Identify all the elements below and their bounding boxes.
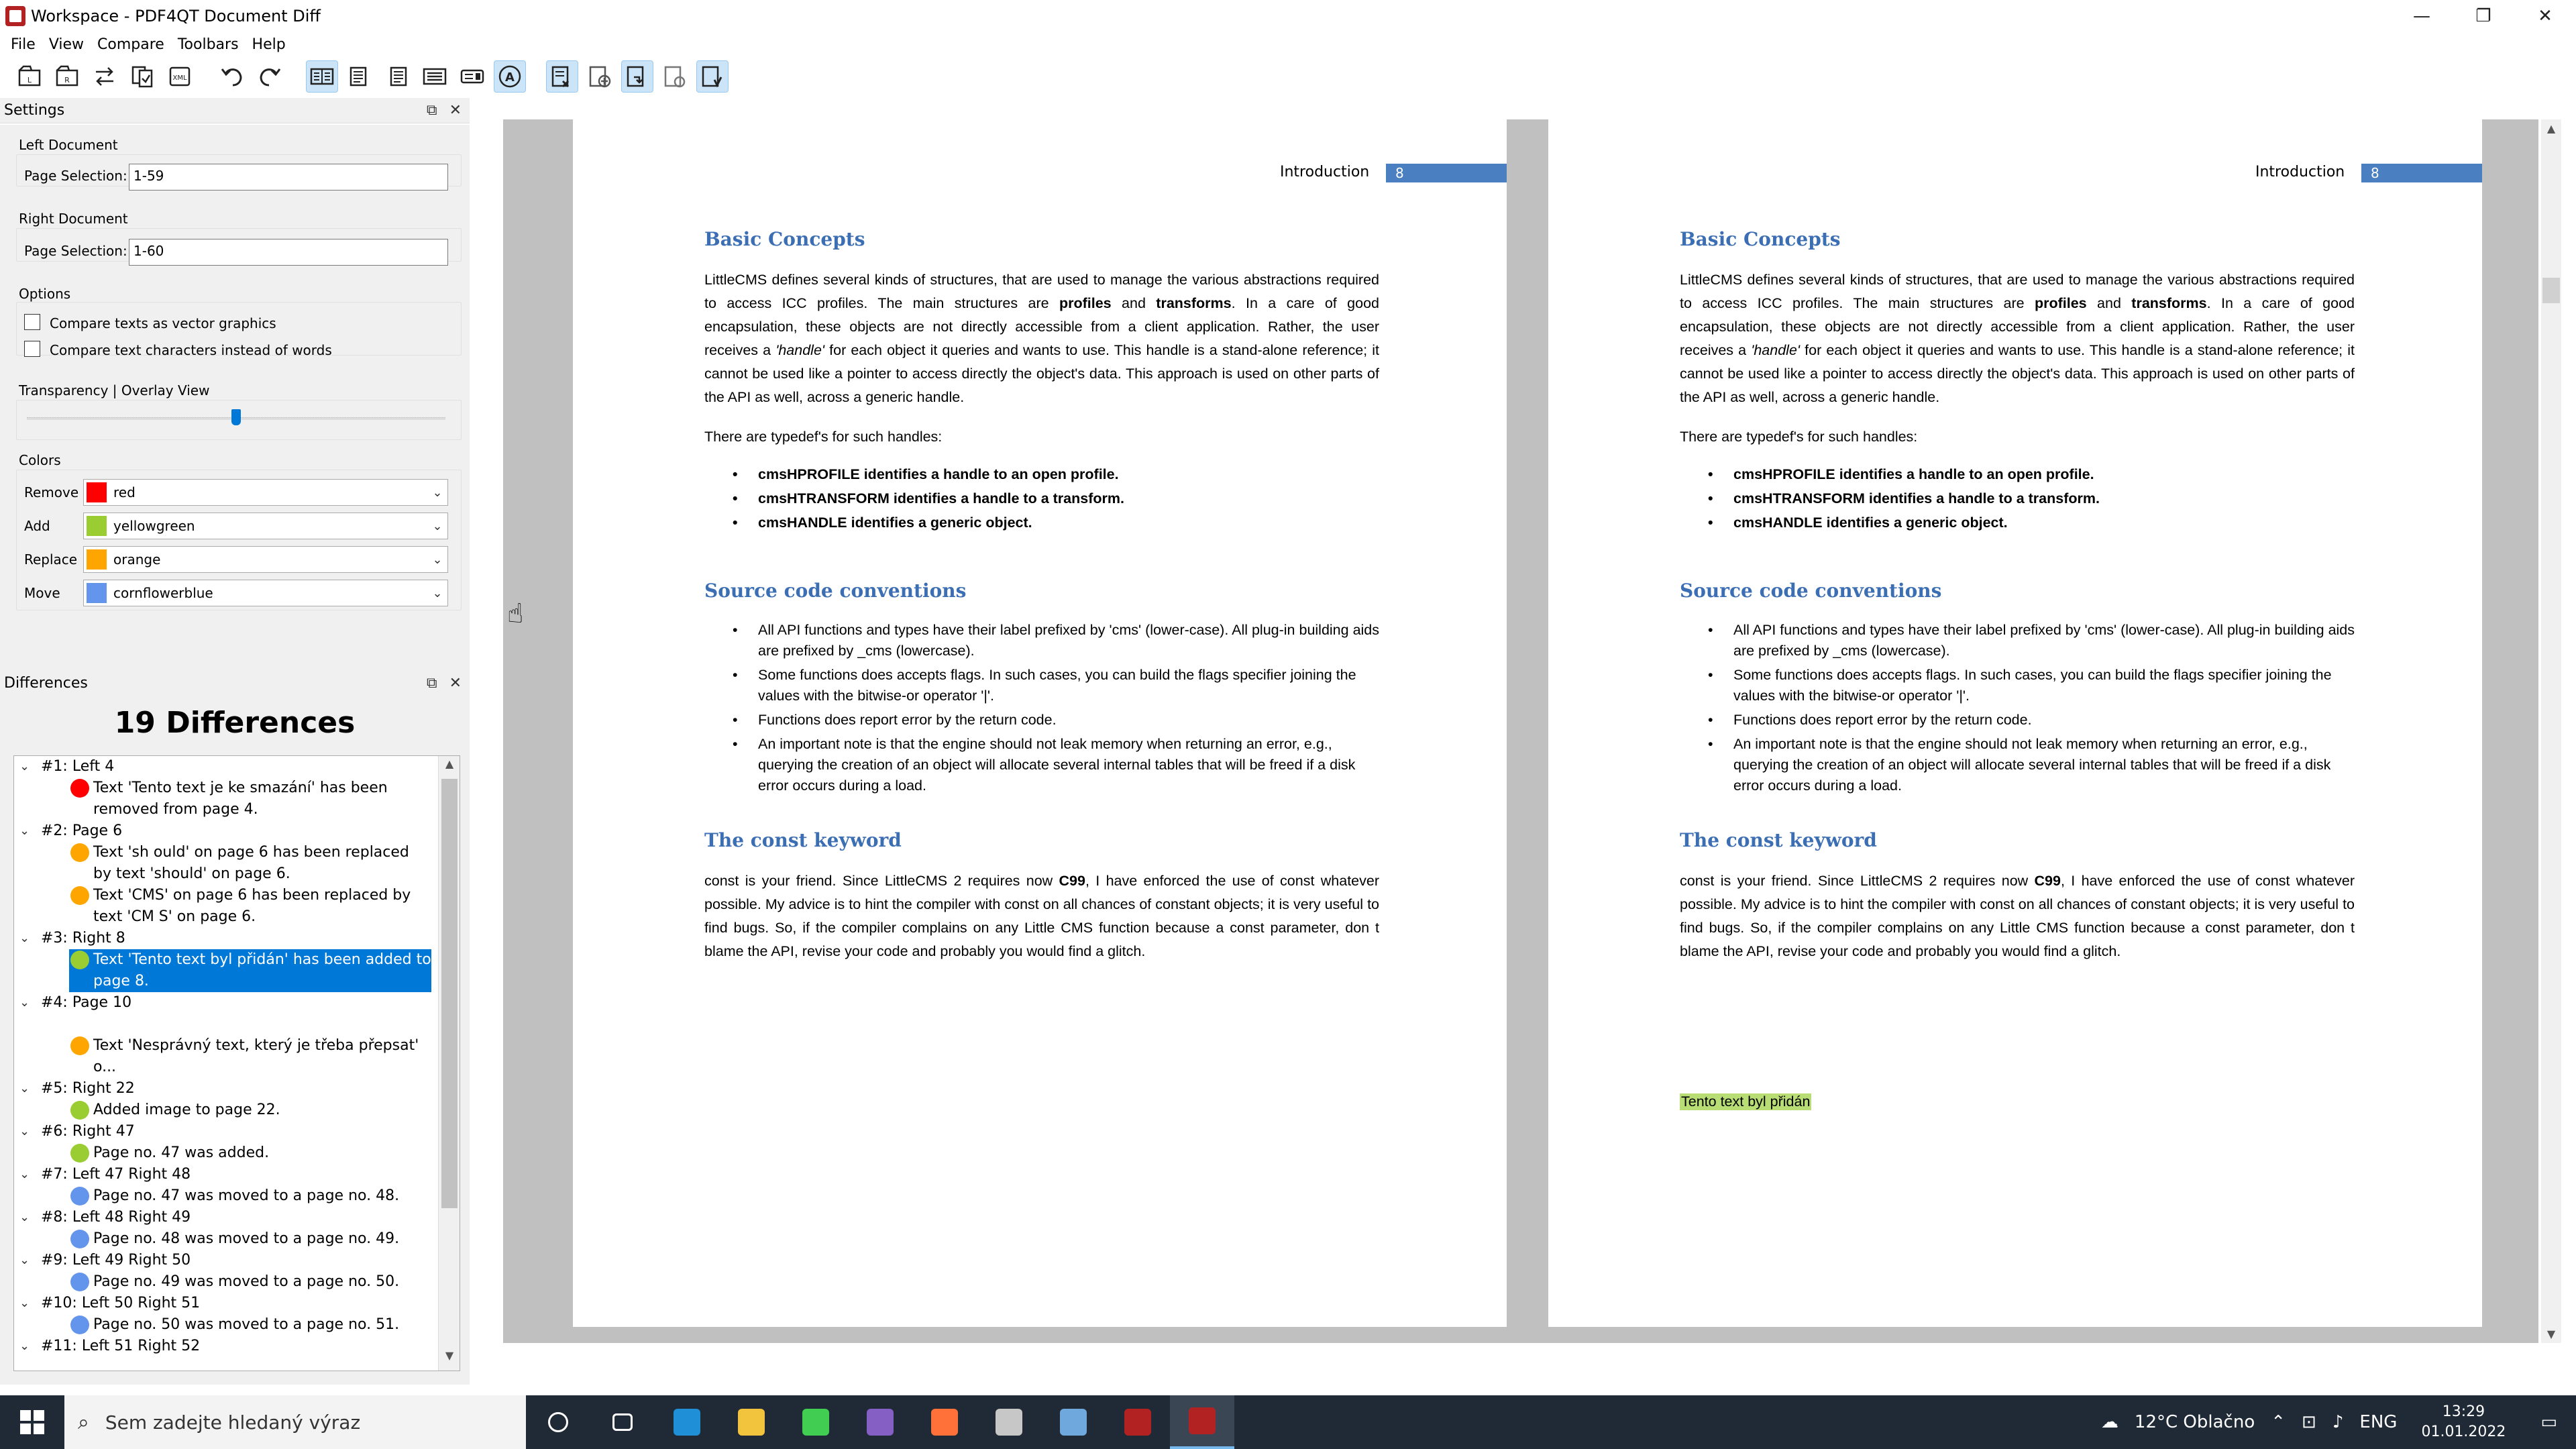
view-right-icon (384, 64, 410, 89)
diff-item-text: Text 'Nesprávný text, který je třeba přepsat' o... (93, 1037, 419, 1075)
view-combined-icon (422, 64, 447, 89)
compare-characters-label: Compare text characters instead of words (50, 342, 332, 358)
taskbar-app-qt-creator[interactable] (784, 1395, 848, 1449)
diff-item-text: Text 'CMS' on page 6 has been replaced by text 'CM S' on page 6. (93, 887, 411, 925)
color-remove-combo[interactable] (83, 479, 448, 506)
open-right-button[interactable] (51, 60, 83, 93)
heading-basic-concepts: Basic Concepts (1680, 228, 1841, 250)
chevron-down-icon: ⌄ (432, 586, 443, 600)
colors-title: Colors (19, 452, 61, 468)
scroll-up-icon[interactable]: ▲ (445, 757, 454, 770)
diff-item[interactable] (14, 1142, 438, 1164)
swap-button[interactable] (89, 60, 121, 93)
taskbar-app-task-view[interactable] (590, 1395, 655, 1449)
taskbar-app-edge[interactable] (655, 1395, 719, 1449)
chevron-down-icon[interactable]: ⌄ (19, 759, 30, 773)
show-move-icon (662, 64, 688, 89)
clock[interactable] (2405, 1402, 2522, 1442)
taskbar-apps (526, 1395, 1234, 1449)
diff-group-label: #4: Page 10 (41, 994, 132, 1011)
diff-group-label: #3: Right 8 (41, 930, 125, 947)
const-paragraph: const is your friend. Since LittleCMS 2 requires now C99, I have enforced the use of const whatever possible. My advice is to hint the compiler with const on all chances of constant objects; it is very useful to find bugs. So, if the compiler complains on any Little CMS function because a const parameter, don t blame the API, revise your code and probably you would find a glitch. (704, 873, 1379, 959)
conventions-list (704, 620, 1379, 800)
volume-icon[interactable]: ♪ (2332, 1412, 2344, 1432)
export-icon (167, 64, 193, 89)
taskbar-search[interactable] (64, 1395, 526, 1449)
settings-panel-title: Settings (4, 102, 65, 119)
show-all-icon (700, 64, 725, 89)
intro-paragraph: LittleCMS defines several kinds of structures, that are used to manage the various abstractions required to access ICC profiles. The main structures are profiles and transforms. In a care of good encapsulation, these objects are not directly accessible from a client application. Rather, the user receives a 'handle' for each object it queries and wants to use. This handle is a stand-alone reference; it cannot be used like a pointer to access directly the object's data. This approach is used on other parts of the API as well, across a generic handle. (704, 272, 1379, 405)
handle-item: • cmsHANDLE identifies a generic object. (704, 513, 1379, 533)
right-page-selection-input[interactable]: 1-60 (129, 239, 448, 266)
show-replace-icon (625, 64, 650, 89)
diff-item[interactable] (14, 1014, 438, 1078)
page-header-text: Introduction (2255, 164, 2345, 180)
windows-logo-icon (20, 1410, 44, 1434)
chevron-down-icon[interactable]: ⌄ (19, 1167, 30, 1181)
handle-item: • cmsHTRANSFORM identifies a handle to a transform. (1680, 488, 2355, 509)
show-all-button[interactable] (696, 60, 729, 93)
diff-item-text: Page no. 50 was moved to a page no. 51. (93, 1316, 400, 1333)
taskbar-app-pdf4qt-diff[interactable] (1170, 1395, 1234, 1449)
language-indicator[interactable]: ENG (2359, 1412, 2398, 1432)
search-icon: ⌕ (78, 1410, 89, 1434)
maximize-button[interactable]: ❐ (2475, 6, 2491, 26)
left-document-title: Left Document (19, 137, 118, 153)
pdf4qt-diff-icon (1189, 1407, 1216, 1434)
color-add-label: Add (24, 518, 50, 534)
transparency-slider-thumb[interactable] (231, 409, 241, 425)
diff-status-dot-icon (70, 1144, 89, 1163)
intro-paragraph: LittleCMS defines several kinds of structures, that are used to manage the various abstractions required to access ICC profiles. The main structures are profiles and transforms. In a care of good encapsulation, these objects are not directly accessible from a client application. Rather, the user receives a 'handle' for each object it queries and wants to use. This handle is a stand-alone reference; it cannot be used like a pointer to access directly the object's data. This approach is used on other parts of the API as well, across a generic handle. (1680, 272, 2355, 405)
diff-item[interactable] (14, 949, 438, 992)
handle-item: • cmsHTRANSFORM identifies a handle to a transform. (704, 488, 1379, 509)
main-toolbar (0, 58, 2576, 95)
heading-basic-concepts: Basic Concepts (704, 228, 865, 250)
differences-panel (0, 694, 470, 1385)
page-header-text: Introduction (1280, 164, 1370, 180)
view-side-by-side-button[interactable] (306, 60, 338, 93)
diff-status-dot-icon (70, 1316, 89, 1334)
view-overlay-icon (460, 64, 485, 89)
chevron-down-icon[interactable]: ⌄ (19, 1210, 30, 1224)
scroll-down-icon[interactable]: ▼ (445, 1349, 454, 1362)
taskbar-app-pdf4qt-viewer[interactable] (1106, 1395, 1170, 1449)
taskbar-app-firefox[interactable] (912, 1395, 977, 1449)
cortana-icon (548, 1412, 568, 1432)
taskbar-app-app-generic[interactable] (977, 1395, 1041, 1449)
pdf4qt-viewer-icon (1124, 1409, 1151, 1436)
file-explorer-icon (738, 1409, 765, 1436)
diff-item-text: Text 'Tento text byl přidán' has been added to page 8. (93, 951, 431, 989)
document-scroll-thumb[interactable] (2542, 278, 2560, 303)
diff-status-dot-icon (70, 951, 89, 969)
convention-item: • Some functions does accepts flags. In such cases, you can build the flags specifier joining the values with the bitwise-or operator '|'. (704, 665, 1379, 706)
svg-text:L: L (27, 76, 32, 85)
show-add-button[interactable] (584, 60, 616, 93)
system-tray (2093, 1395, 2576, 1449)
open-right-icon (54, 64, 80, 89)
menu-toolbars[interactable]: Toolbars (177, 36, 239, 53)
page-number-badge: 8 (2361, 164, 2482, 182)
handles-list (1680, 464, 2355, 537)
close-button[interactable]: ✕ (2538, 6, 2553, 26)
convention-item: • All API functions and types have their label prefixed by 'cms' (lower-case). All plug-in building aids are prefixed by _cms (lowercase). (704, 620, 1379, 661)
chevron-down-icon[interactable]: ⌄ (19, 1081, 30, 1095)
svg-text:A: A (505, 70, 515, 85)
handle-item: • cmsHPROFILE identifies a handle to an open profile. (704, 464, 1379, 485)
diff-item[interactable] (14, 1314, 438, 1336)
chevron-down-icon: ⌄ (432, 552, 443, 567)
chevron-down-icon[interactable]: ⌄ (19, 1253, 30, 1267)
color-swatch (87, 482, 107, 502)
color-move-combo[interactable] (83, 580, 448, 606)
settings-panel (0, 125, 470, 675)
diff-item[interactable] (14, 1271, 438, 1293)
view-right-button[interactable] (381, 60, 413, 93)
title-bar (0, 0, 2576, 32)
color-swatch (87, 549, 107, 570)
diff-item[interactable] (14, 1185, 438, 1207)
notification-icon[interactable]: ▭ (2540, 1412, 2557, 1432)
settings-panel-header (0, 98, 470, 123)
color-swatch (87, 583, 107, 603)
scroll-up-icon[interactable]: ▲ (2546, 122, 2556, 135)
color-move-label: Move (24, 585, 60, 601)
svg-text:XML: XML (172, 74, 187, 82)
diff-item-text: Added image to page 22. (93, 1102, 280, 1118)
handles-list (704, 464, 1379, 537)
compare-characters-checkbox[interactable] (24, 341, 40, 357)
diff-item[interactable] (14, 1228, 438, 1250)
hand-cursor-icon: ☝ (507, 598, 524, 629)
show-move-button[interactable] (659, 60, 691, 93)
diff-group-label: #9: Left 49 Right 50 (41, 1252, 191, 1269)
compare-button[interactable] (126, 60, 158, 93)
color-remove-label: Remove (24, 484, 79, 500)
diff-status-dot-icon (70, 779, 89, 798)
convention-item: • An important note is that the engine should not leak memory when returning an error, e.g., querying the creation of an object will allocate several internal tables that will be freed if a disk error occurs during a load. (1680, 734, 2355, 796)
color-replace-label: Replace (24, 551, 78, 568)
network-icon[interactable]: ⊡ (2302, 1412, 2316, 1432)
diff-status-dot-icon (70, 1036, 89, 1055)
show-remove-icon (549, 64, 575, 89)
taskbar-app-visual-studio[interactable] (848, 1395, 912, 1449)
transparency-title: Transparency | Overlay View (19, 382, 210, 398)
undo-icon (219, 64, 245, 89)
taskbar (0, 1395, 2576, 1449)
diff-item-text: Text 'Tento text je ke smazání' has been removed from page 4. (93, 780, 388, 818)
differences-panel-title: Differences (4, 675, 88, 692)
float-icon[interactable]: ⧉ (426, 102, 437, 119)
color-add-combo[interactable] (83, 513, 448, 539)
handle-item: • cmsHPROFILE identifies a handle to an open profile. (1680, 464, 2355, 485)
chevron-up-icon[interactable]: ⌃ (2271, 1412, 2286, 1432)
document-view[interactable] (503, 119, 2538, 1343)
color-add-value: yellowgreen (113, 518, 195, 534)
color-remove-value: red (113, 484, 136, 500)
chevron-down-icon[interactable]: ⌄ (19, 996, 30, 1010)
differences-scrollbar[interactable] (438, 756, 460, 1371)
right-page-selection-label: Page Selection: (24, 243, 127, 259)
diff-status-dot-icon (70, 1230, 89, 1248)
menu-compare[interactable]: Compare (97, 36, 164, 53)
right-page (1548, 119, 2482, 1327)
close-icon[interactable]: ✕ (449, 102, 462, 119)
open-left-button[interactable] (13, 60, 46, 93)
show-add-icon (587, 64, 612, 89)
right-document-title: Right Document (19, 211, 128, 227)
heading-const-keyword: The const keyword (1680, 829, 1877, 851)
color-move-value: cornflowerblue (113, 585, 213, 601)
export-button[interactable] (164, 60, 196, 93)
menu-view[interactable]: View (48, 36, 85, 53)
heading-const-keyword: The const keyword (704, 829, 902, 851)
diff-item-text: Page no. 49 was moved to a page no. 50. (93, 1273, 400, 1290)
diff-item[interactable] (14, 842, 438, 885)
firefox-icon (931, 1409, 958, 1436)
diff-group-label: #11: Left 51 Right 52 (41, 1338, 201, 1354)
chevron-down-icon[interactable]: ⌄ (19, 1339, 30, 1353)
view-left-button[interactable] (343, 60, 376, 93)
chevron-down-icon[interactable]: ⌄ (19, 931, 30, 945)
clock-time: 13:29 (2442, 1403, 2485, 1420)
document-scrollbar[interactable] (2541, 119, 2561, 1343)
diff-status-dot-icon (70, 1101, 89, 1120)
chevron-down-icon[interactable]: ⌄ (19, 1124, 30, 1138)
diff-item-text: Page no. 48 was moved to a page no. 49. (93, 1230, 400, 1247)
compare-icon (129, 64, 155, 89)
swap-icon (92, 64, 117, 89)
convention-item: • Some functions does accepts flags. In such cases, you can build the flags specifier joining the values with the bitwise-or operator '|'. (1680, 665, 2355, 706)
float-icon[interactable]: ⧉ (426, 675, 437, 692)
edge-icon (674, 1409, 700, 1436)
taskbar-app-notepad[interactable] (1041, 1395, 1106, 1449)
diff-item-text: Text 'sh ould' on page 6 has been replaced by text 'should' on page 6. (93, 844, 409, 882)
typedef-paragraph: There are typedef's for such handles: (1680, 429, 1918, 445)
task-view-icon (612, 1413, 633, 1431)
app-generic-icon (996, 1409, 1022, 1436)
diff-group-label: #10: Left 50 Right 51 (41, 1295, 201, 1311)
view-side-by-side-icon (309, 64, 335, 89)
options-title: Options (19, 286, 71, 302)
diff-item-text: Page no. 47 was moved to a page no. 48. (93, 1187, 400, 1204)
left-page (573, 119, 1507, 1327)
chevron-down-icon: ⌄ (432, 519, 443, 533)
diff-status-dot-icon (70, 1273, 89, 1291)
handle-item: • cmsHANDLE identifies a generic object. (1680, 513, 2355, 533)
window-controls (2391, 0, 2576, 32)
svg-text:R: R (64, 76, 70, 85)
differences-panel-header (0, 671, 470, 696)
color-swatch (87, 516, 107, 536)
menu-file[interactable]: File (11, 36, 36, 53)
chevron-down-icon[interactable]: ⌄ (19, 1296, 30, 1310)
differences-tree[interactable] (13, 755, 460, 1371)
close-icon[interactable]: ✕ (449, 675, 462, 692)
show-remove-button[interactable] (546, 60, 578, 93)
menu-help[interactable]: Help (252, 36, 286, 53)
convention-item: • All API functions and types have their label prefixed by 'cms' (lower-case). All plug-in building aids are prefixed by _cms (lowercase). (1680, 620, 2355, 661)
diff-item[interactable] (14, 777, 438, 820)
diff-group-label: #6: Right 47 (41, 1123, 135, 1140)
taskbar-app-file-explorer[interactable] (719, 1395, 784, 1449)
taskbar-app-cortana[interactable] (526, 1395, 590, 1449)
diff-group-label: #7: Left 47 Right 48 (41, 1166, 191, 1183)
search-placeholder: Sem zadejte hledaný výraz (105, 1411, 361, 1434)
left-page-selection-input[interactable]: 1-59 (129, 164, 448, 191)
view-overlay-button[interactable] (456, 60, 488, 93)
redo-icon (257, 64, 282, 89)
diff-item[interactable] (14, 1099, 438, 1121)
conventions-list (1680, 620, 2355, 800)
start-button[interactable] (0, 1395, 64, 1449)
const-paragraph: const is your friend. Since LittleCMS 2 requires now C99, I have enforced the use of const whatever possible. My advice is to hint the compiler with const on all chances of constant objects; it is very useful to find bugs. So, if the compiler complains on any Little CMS function because a const parameter, don t blame the API, revise your code and probably you would find a glitch. (1680, 873, 2355, 959)
minimize-button[interactable]: — (2413, 6, 2430, 26)
differences-scroll-thumb[interactable] (441, 779, 458, 1208)
text-annotation-icon (497, 64, 523, 89)
view-left-icon (347, 64, 372, 89)
redo-button[interactable] (254, 60, 286, 93)
clock-date: 01.01.2022 (2421, 1424, 2506, 1440)
undo-button[interactable] (216, 60, 248, 93)
window-title: Workspace - PDF4QT Document Diff (31, 7, 321, 25)
color-replace-value: orange (113, 551, 161, 568)
convention-item: • Functions does report error by the return code. (704, 710, 1379, 731)
diff-group-label: #8: Left 48 Right 49 (41, 1209, 191, 1226)
open-left-icon (17, 64, 42, 89)
page-number-badge: 8 (1386, 164, 1507, 182)
diff-status-dot-icon (70, 1187, 89, 1205)
heading-source-code: Source code conventions (1680, 580, 1942, 602)
scroll-down-icon[interactable]: ▼ (2546, 1328, 2556, 1340)
diff-group-label: #5: Right 22 (41, 1080, 135, 1097)
added-text-highlight[interactable]: Tento text byl přidán (1681, 1093, 1811, 1110)
diff-group-label: #2: Page 6 (41, 822, 123, 839)
vector-graphics-label: Compare texts as vector graphics (50, 315, 276, 331)
convention-item: • An important note is that the engine should not leak memory when returning an error, e.g., querying the creation of an object will allocate several internal tables that will be freed if a disk error occurs during a load. (704, 734, 1379, 796)
chevron-down-icon: ⌄ (432, 485, 443, 500)
menu-bar (0, 32, 2576, 56)
vector-graphics-checkbox[interactable] (24, 314, 40, 330)
color-replace-combo[interactable] (83, 546, 448, 573)
diff-item[interactable] (14, 885, 438, 928)
diff-group-label: #1: Left 4 (41, 758, 115, 775)
text-annotation-button[interactable] (494, 60, 526, 93)
differences-count-heading: 19 Differences (114, 706, 356, 740)
heading-source-code: Source code conventions (704, 580, 967, 602)
chevron-down-icon[interactable]: ⌄ (19, 824, 30, 838)
notepad-icon (1060, 1409, 1087, 1436)
visual-studio-icon (867, 1409, 894, 1436)
cloud-icon: ☁ (2100, 1412, 2118, 1432)
qt-creator-icon (802, 1409, 829, 1436)
view-combined-button[interactable] (419, 60, 451, 93)
app-icon (5, 6, 25, 26)
show-replace-button[interactable] (621, 60, 653, 93)
diff-status-dot-icon (70, 843, 89, 862)
typedef-paragraph: There are typedef's for such handles: (704, 429, 943, 445)
diff-status-dot-icon (70, 886, 89, 905)
weather-text[interactable]: 12°C Oblačno (2134, 1412, 2255, 1432)
convention-item: • Functions does report error by the return code. (1680, 710, 2355, 731)
left-page-selection-label: Page Selection: (24, 168, 127, 184)
diff-item-text: Page no. 47 was added. (93, 1144, 270, 1161)
